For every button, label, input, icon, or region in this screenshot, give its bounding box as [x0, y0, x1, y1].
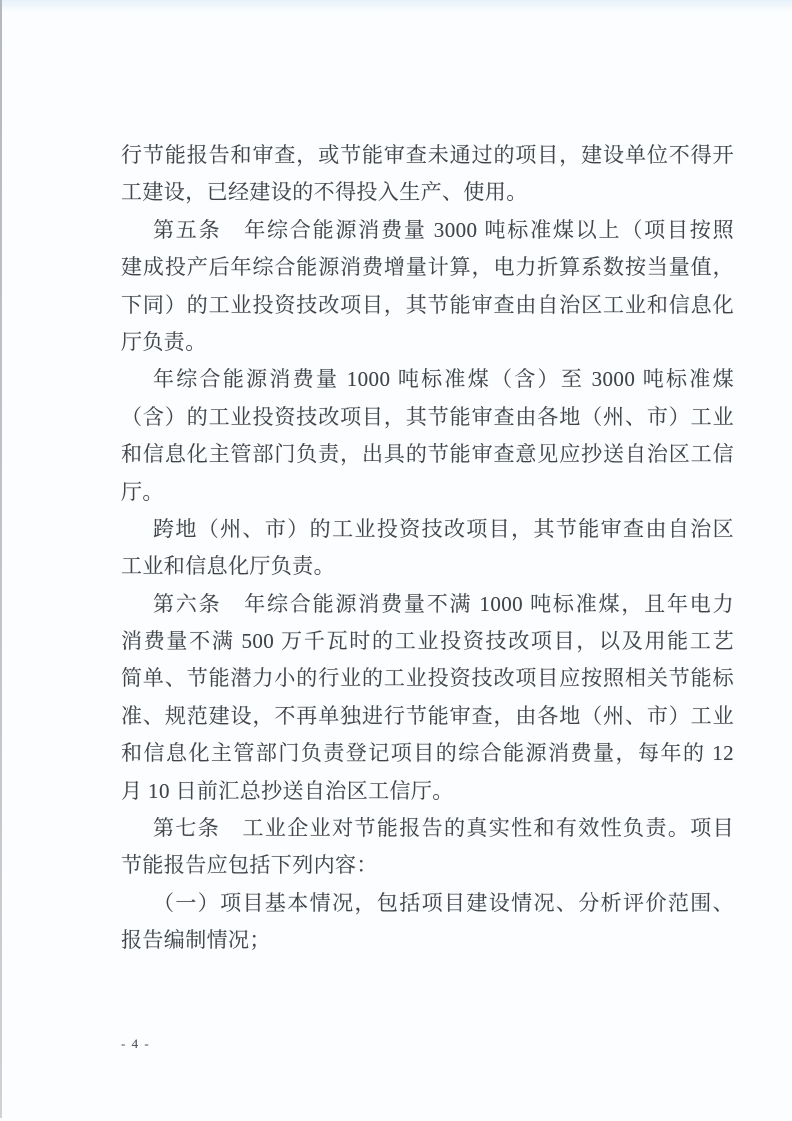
text-line: 节能报告应包括下列内容：	[121, 853, 378, 878]
text-line: 下同）的工业投资技改项目，其节能审查由自治区工业和信息化	[121, 292, 734, 317]
document-body	[121, 137, 734, 960]
scan-left-edge-artifact	[0, 0, 2, 1118]
text-line: 年综合能源消费量 1000 吨标准煤（含）至 3000 吨标准煤	[153, 367, 734, 392]
text-line-article-5: 第五条 年综合能源消费量 3000 吨标准煤以上（项目按照	[153, 217, 734, 242]
text-line: 厅负责。	[121, 329, 207, 354]
text-line: 工建设，已经建设的不得投入生产、使用。	[121, 180, 528, 205]
text-line-article-7: 第七条 工业企业对节能报告的真实性和有效性负责。项目	[153, 816, 734, 841]
text-line: 厅。	[121, 479, 164, 504]
text-line: 月 10 日前汇总抄送自治区工信厅。	[121, 778, 454, 803]
text-line: 工业和信息化厅负责。	[121, 554, 335, 579]
text-line-item-1: （一）项目基本情况，包括项目建设情况、分析评价范围、	[153, 890, 734, 915]
text-line: 行节能报告和审查，或节能审查未通过的项目，建设单位不得开	[121, 143, 734, 167]
text-line: 跨地（州、市）的工业投资技改项目，其节能审查由自治区	[153, 516, 734, 541]
text-line: 简单、节能潜力小的行业的工业投资技改项目应按照相关节能标	[121, 666, 734, 691]
text-line: 和信息化主管部门负责，出具的节能审查意见应抄送自治区工信	[121, 442, 734, 467]
text-line: 消费量不满 500 万千瓦时的工业投资技改项目，以及用能工艺	[121, 629, 734, 654]
text-line: 报告编制情况；	[121, 928, 271, 953]
text-line: 和信息化主管部门负责登记项目的综合能源消费量，每年的 12	[121, 741, 734, 766]
text-line: （含）的工业投资技改项目，其节能审查由各地（州、市）工业	[121, 404, 734, 429]
scan-top-tint-artifact	[0, 0, 792, 12]
text-line: 建成投产后年综合能源消费增量计算，电力折算系数按当量值，	[121, 255, 734, 280]
page-number: - 4 -	[121, 1036, 151, 1051]
text-line-article-6: 第六条 年综合能源消费量不满 1000 吨标准煤，且年电力	[153, 591, 734, 616]
text-line: 准、规范建设，不再单独进行节能审查，由各地（州、市）工业	[121, 703, 734, 728]
